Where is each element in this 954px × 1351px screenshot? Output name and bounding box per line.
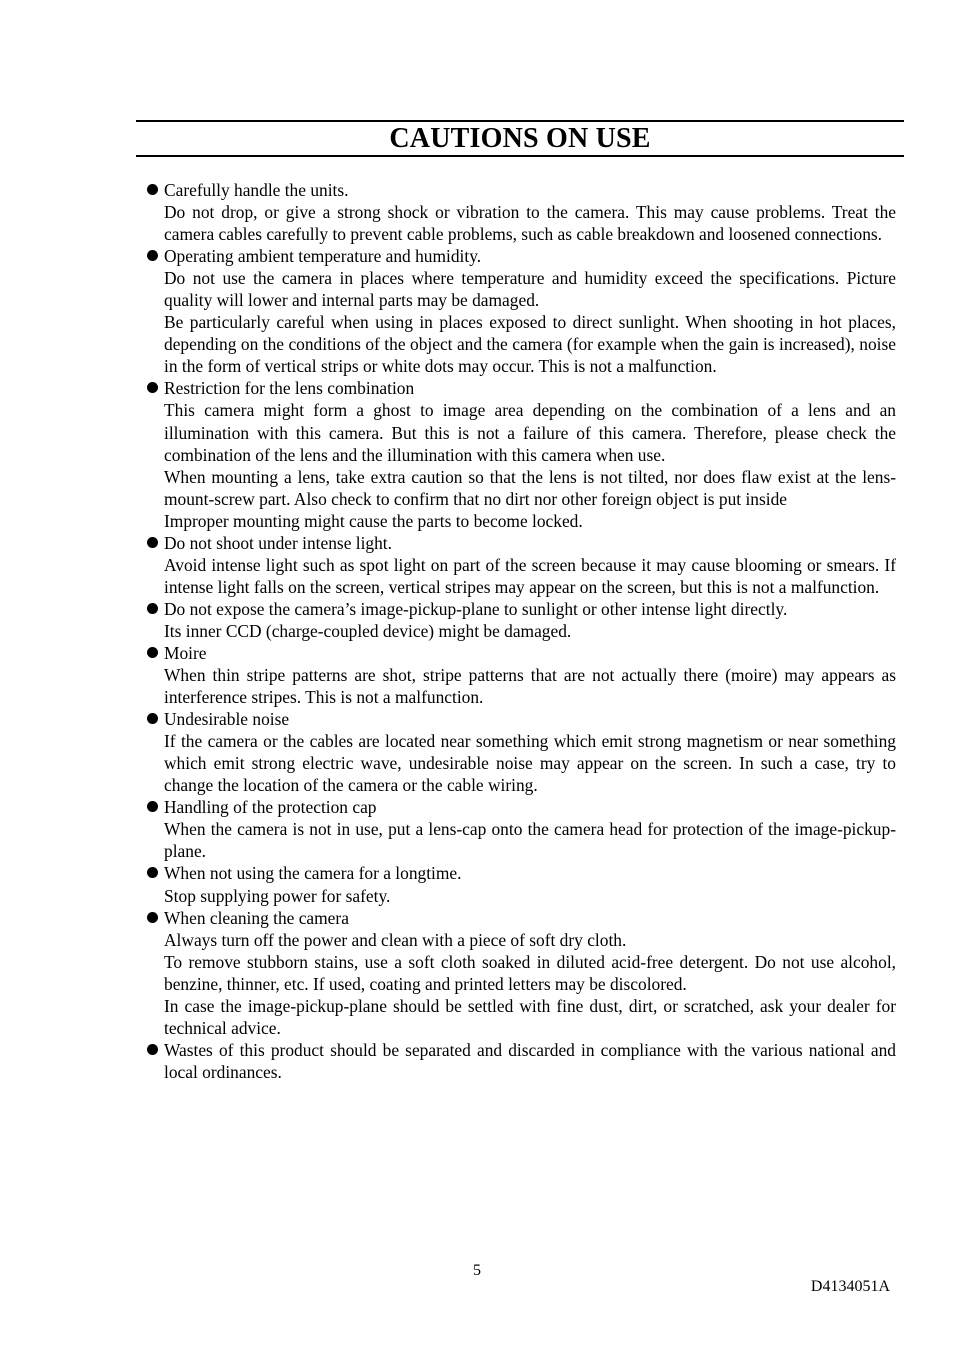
caution-heading: Undesirable noise (164, 709, 290, 730)
caution-item (142, 532, 896, 598)
caution-text: To remove stubborn stains, use a soft cloth soaked in diluted acid-free detergent. Do not use alcohol, benzine, thinner, etc. If used, coating and printed letters may be discolored. (164, 951, 896, 994)
bullet-icon (147, 867, 158, 878)
caution-text: Be particularly careful when using in places exposed to direct sunlight. When shooting in hot places, depending on the conditions of the object and the camera (for example when the gain is increased), noise in the form of vertical strips or white dots may occur. This is not a malfunction. (164, 312, 896, 377)
caution-text: When mounting a lens, take extra caution so that the lens is not tilted, nor does flaw exist at the lens-mount-screw part. Also check to confirm that no dirt nor other foreign object is put inside (164, 466, 896, 509)
caution-text: Do not drop, or give a strong shock or vibration to the camera. This may cause problems. Treat the camera cables carefully to prevent cable problems, such as cable breakdown and loosened connections. (164, 202, 896, 245)
caution-text: Always turn off the power and clean with a piece of soft dry cloth. (164, 929, 627, 950)
caution-text: Do not use the camera in places where temperature and humidity exceed the specifications. Picture quality will lower and internal parts may be damaged. (164, 268, 896, 311)
bullet-icon (147, 912, 158, 923)
caution-item (142, 708, 896, 796)
bullet-icon (147, 603, 158, 614)
cautions-list (142, 179, 896, 1083)
caution-item (142, 1039, 896, 1083)
title-bottom-rule (136, 155, 904, 157)
caution-item (142, 862, 896, 906)
caution-item (142, 907, 896, 1039)
caution-heading: Restriction for the lens combination (164, 378, 415, 399)
caution-text: In case the image-pickup-plane should be settled with fine dust, dirt, or scratched, ask your dealer for technical advice. (164, 995, 896, 1038)
caution-text: Stop supplying power for safety. (164, 885, 391, 906)
caution-item (142, 796, 896, 862)
caution-heading: Operating ambient temperature and humidity. (164, 246, 482, 267)
caution-text: Improper mounting might cause the parts to become locked. (164, 510, 583, 531)
bullet-icon (147, 250, 158, 261)
page-number: 5 (473, 1262, 481, 1279)
caution-item (142, 642, 896, 708)
caution-text: Its inner CCD (charge-coupled device) might be damaged. (164, 620, 572, 641)
bullet-icon (147, 382, 158, 393)
caution-item (142, 245, 896, 377)
caution-item (142, 377, 896, 531)
caution-heading: Moire (164, 642, 207, 663)
caution-text: Avoid intense light such as spot light on part of the screen because it may cause blooming or smears. If intense light falls on the screen, vertical stripes may appear on the screen, but this is not a malfunction. (164, 554, 896, 597)
bullet-icon (147, 537, 158, 548)
bullet-icon (147, 1044, 158, 1055)
caution-heading: Carefully handle the units. (164, 180, 349, 200)
caution-text: Wastes of this product should be separated and discarded in compliance with the various national and local ordinances. (164, 1039, 896, 1082)
caution-text: When the camera is not in use, put a lens-cap onto the camera head for protection of the image-pickup-plane. (164, 819, 896, 862)
caution-item (142, 598, 896, 642)
caution-heading: When not using the camera for a longtime. (164, 863, 462, 884)
caution-item (142, 179, 896, 245)
bullet-icon (147, 184, 158, 195)
caution-heading: Do not shoot under intense light. (164, 532, 392, 553)
document-id: D4134051A (810, 1278, 890, 1295)
caution-text: When thin stripe patterns are shot, stripe patterns that are not actually there (moire) may appears as interference stripes. This is not a malfunction. (164, 665, 896, 708)
caution-heading: Handling of the protection cap (164, 797, 377, 818)
caution-heading: When cleaning the camera (164, 907, 349, 928)
page-title: CAUTIONS ON USE (389, 123, 651, 154)
title-top-rule (136, 120, 904, 122)
bullet-icon (147, 801, 158, 812)
caution-text: If the camera or the cables are located near something which emit strong magnetism or near something which emit strong electric wave, undesirable noise may appear on the screen. In such a case, try to change the location of the camera or the cable wiring. (164, 731, 896, 796)
caution-heading: Do not expose the camera’s image-pickup-plane to sunlight or other intense light directly. (164, 598, 788, 619)
bullet-icon (147, 713, 158, 724)
caution-text: This camera might form a ghost to image area depending on the combination of a lens and an illumination with this camera. But this is not a failure of this camera. Therefore, please check the combination of the lens and the illumination with this camera when use. (164, 400, 896, 465)
bullet-icon (147, 647, 158, 658)
